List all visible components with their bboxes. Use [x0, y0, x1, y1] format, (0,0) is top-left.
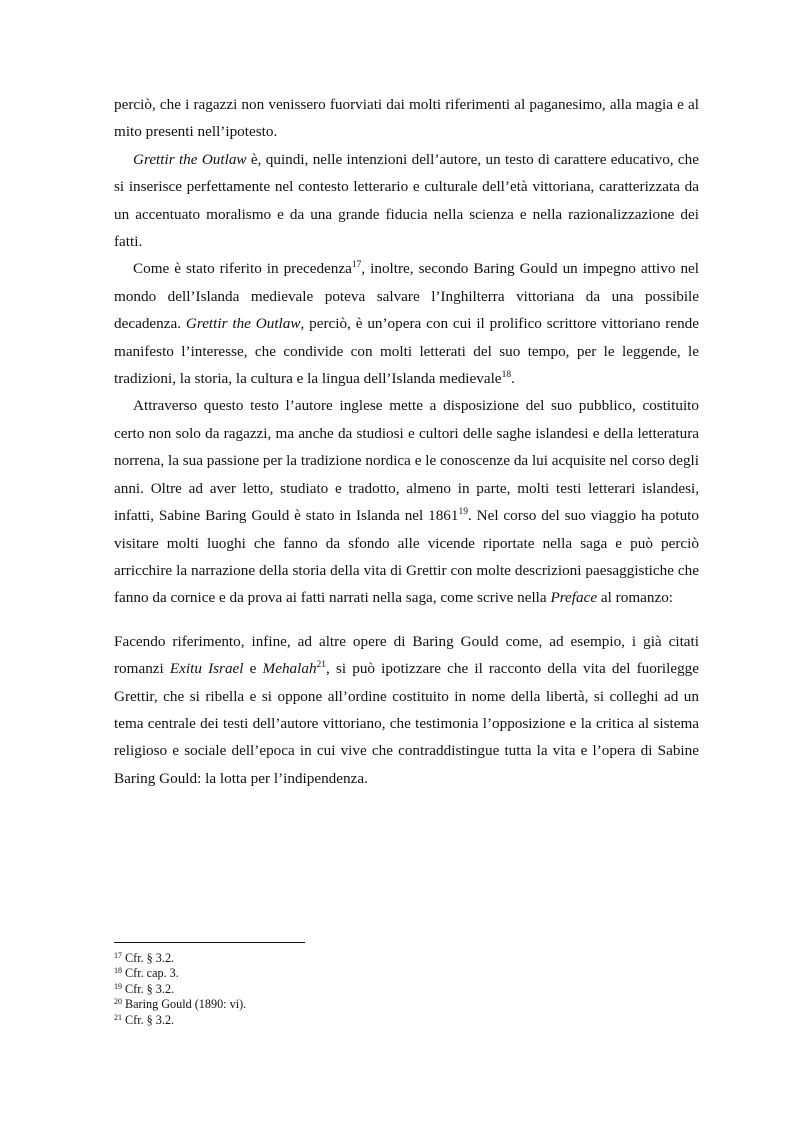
footnote: [114, 951, 699, 966]
title-grettir: Grettir the Outlaw: [185, 315, 301, 333]
footnote-ref-19[interactable]: 19: [458, 507, 468, 518]
footnote: [114, 966, 699, 981]
footnote-number: 21: [114, 1012, 122, 1022]
title-mehalah: Mehalah: [262, 660, 317, 678]
footnote-number: 20: [114, 997, 122, 1007]
footnote-text: Baring Gould (1890: vi).: [125, 997, 247, 1012]
title-grettir: Grettir the Outlaw: [133, 150, 247, 168]
paragraph-1: perciò, che i ragazzi non venissero fuorviati dai molti riferimenti al paganesimo, alla magia e al mito presenti nell’ipotesto.: [114, 96, 699, 141]
footnote-text: Cfr. cap. 3.: [125, 966, 179, 981]
paragraph-2: Grettir the Outlaw è, quindi, nelle intenzioni dell’autore, un testo di carattere educativo, che si inserisce perfettamente nel contesto letterario e culturale dell’età vittoriana, caratterizzata da un accentuato moralismo e da una grande fiducia nella scienza e nella razionalizzazione dei fatti.: [114, 150, 699, 251]
footnote-ref-21[interactable]: 21: [316, 660, 327, 671]
body-text: [114, 91, 699, 792]
paragraph-4: Attraverso questo testo l’autore inglese mette a disposizione del suo pubblico, costituito certo non solo da ragazzi, ma anche da studiosi e cultori delle saghe islandesi e della letteratura norrena, la sua passione per la tradizione nordica e le conoscenze da lui acquisite nel corso degli anni. Oltre ad aver letto, studiato e tradotto, almeno in parte, molti testi letterari islandesi, infatti, Sabine Baring Gould è stato in Islanda nel 1861$^{19}$. Nel corso del suo viaggio ha potuto visitare molti luoghi che fanno da sfondo alle vicende riportate nella saga e può perciò arricchire la narrazione della storia della vita di Grettir con molte descrizioni paesaggistiche che fanno da cornice e da prova ai fatti narrati nella saga, come scrive nella Preface al romanzo:: [114, 397, 699, 607]
footnote-number: 18: [114, 966, 122, 976]
footnotes: [114, 951, 699, 1028]
footnote: [114, 982, 699, 997]
footnote-text: Cfr. § 3.2.: [125, 951, 175, 965]
footnote-separator: [114, 942, 305, 943]
footnote-ref-18[interactable]: 18: [501, 370, 512, 380]
paragraph-5: Facendo riferimento, infine, ad altre opere di Baring Gould come, ad esempio, i già citati romanzi Exitu Israel e Mehalah$^{21}$, si può ipotizzare che il racconto della vita del fuorilegge Grettir, che si ribella e si oppone all’ordine costituito in nome della libertà, si colleghi ad un tema centrale dei testi dell’autore vittoriano, che testimonia l’opposizione e la critica al sistema religioso e sociale dell’epoca in cui vive che contraddistingue tutta la vita e l’opera di Sabine Baring Gould: la lotta per l’indipendenza.: [114, 632, 700, 787]
footnote-number: 19: [114, 981, 122, 991]
paragraph-3: Come è stato riferito in precedenza$^{17}$, inoltre, secondo Baring Gould un impegno attivo nel mondo dell’Islanda medievale poteva salvare l’Inghilterra vittoriana da una possibile decadenza. Grettir the Outlaw, perciò, è un’opera con cui il prolifico scrittore vittoriano rende manifesto l’interesse, che condivide con molti letterati del suo tempo, per le leggende, le tradizioni, la storia, la cultura e la lingua dell’Islanda medievale$^{18}$.: [114, 260, 699, 388]
footnote-number: 17: [114, 951, 122, 960]
footnote-text: Cfr. § 3.2.: [125, 1012, 175, 1027]
footnote: [114, 997, 699, 1012]
title-exitu-israel: Exitu Israel: [169, 660, 244, 678]
footnote: [114, 1013, 699, 1028]
footnote-text: Cfr. § 3.2.: [125, 981, 175, 996]
footnote-ref-17[interactable]: 17: [351, 260, 362, 271]
title-preface: Preface: [550, 589, 598, 607]
